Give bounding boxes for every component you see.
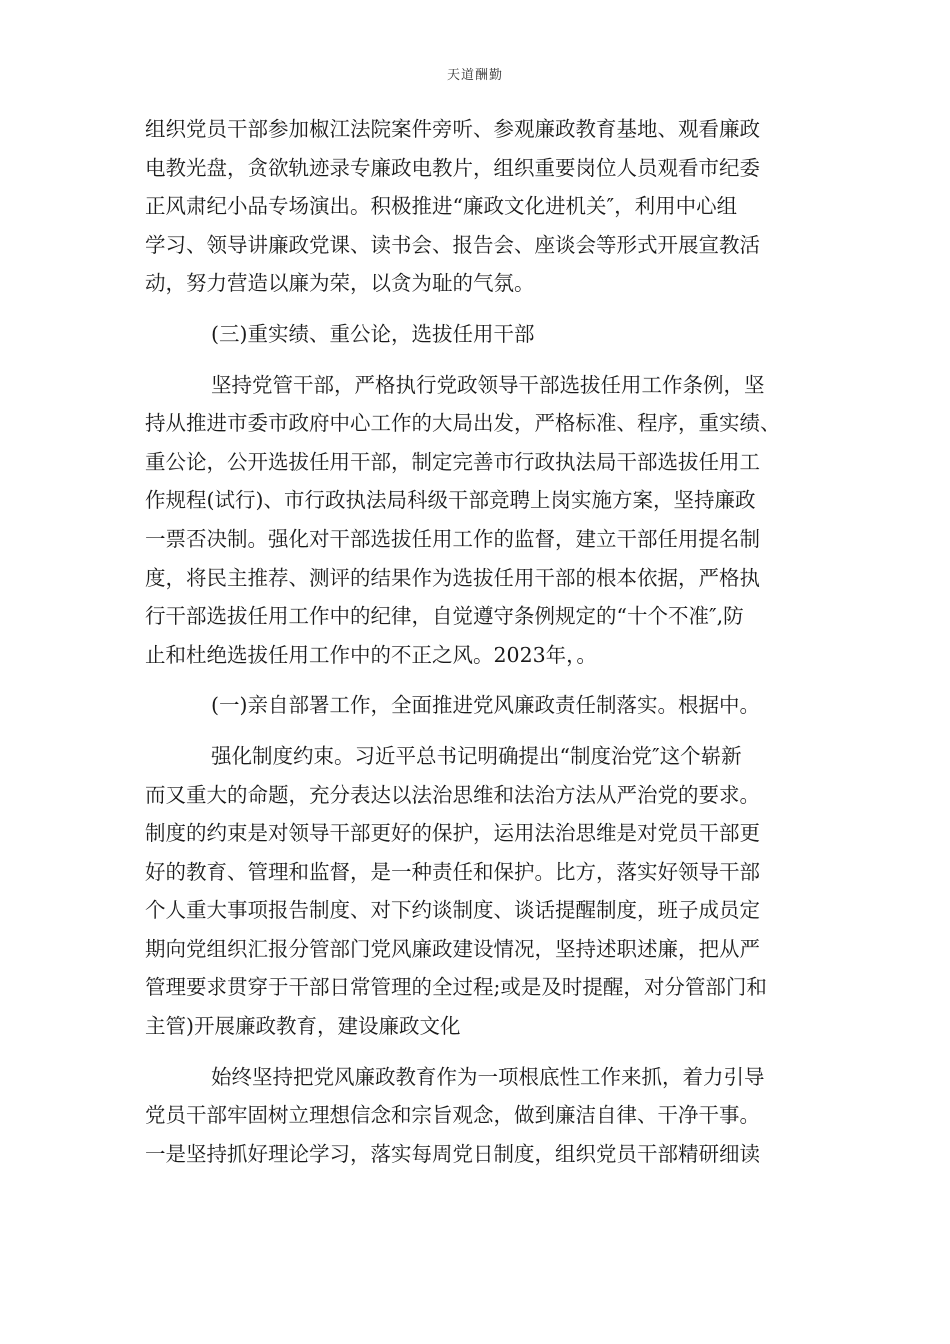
text-line: 管理要求贯穿于干部日常管理的全过程;或是及时提醒，对分管部门和	[145, 975, 767, 1000]
text-line: 一是坚持抓好理论学习，落实每周党日制度，组织党员干部精研细读	[145, 1141, 760, 1166]
text-line: 强化制度约束。习近平总书记明确提出“制度治党″这个崭新	[211, 743, 742, 768]
text-line: 行干部选拔任用工作中的纪律，自觉遵守条例规定的“十个不准″,防	[145, 604, 744, 629]
text-line: 学习、领导讲廉政党课、读书会、报告会、座谈会等形式开展宣教活	[145, 232, 760, 257]
text-line: 持从推进市委市政府中心工作的大局出发，严格标准、程序，重实绩、	[145, 411, 781, 436]
text-line: 制度的约束是对领导干部更好的保护，运用法治思维是对党员干部更	[145, 821, 760, 846]
text-line: 组织党员干部参加椒江法院案件旁听、参观廉政教育基地、观看廉政	[145, 117, 760, 141]
section-heading	[145, 315, 805, 354]
text-line: (一)亲自部署工作，全面推进党风廉政责任制落实。根据中。	[211, 693, 760, 718]
text-line: 正风肃纪小品专场演出。积极推进“廉政文化进机关″，利用中心组	[145, 194, 738, 219]
paragraph	[145, 366, 805, 675]
text-line: 重公论，公开选拔任用干部，制定完善市行政执法局干部选拔任用工	[145, 449, 760, 474]
text-line: 动，努力营造以廉为荣，以贪为耻的气氛。	[145, 271, 535, 296]
text-line: 好的教育、管理和监督，是一种责任和保护。比方，落实好领导干部	[145, 859, 760, 884]
text-line: 党员干部牢固树立理想信念和宗旨观念，做到廉洁自律、干净干事。	[145, 1103, 760, 1128]
text-line: 个人重大事项报告制度、对下约谈制度、谈话提醒制度，班子成员定	[145, 898, 760, 923]
paragraph	[145, 1058, 805, 1174]
paragraph	[145, 110, 805, 303]
text-line: 作规程(试行)、市行政执法局科级干部竞聘上岗实施方案，坚持廉政	[145, 488, 756, 513]
text-line: 一票否决制。强化对干部选拔任用工作的监督，建立干部任用提名制	[145, 526, 760, 551]
text-line: 始终坚持把党风廉政教育作为一项根底性工作来抓，着力引导	[211, 1064, 765, 1089]
text-line: 主管)开展廉政教育，建设廉政文化	[145, 1014, 461, 1039]
text-line: 坚持党管干部，严格执行党政领导干部选拔任用工作条例，坚	[211, 372, 765, 397]
text-line: 期向党组织汇报分管部门党风廉政建设情况，坚持述职述廉，把从严	[145, 936, 760, 961]
page-header: 天道酬勤	[446, 68, 503, 83]
paragraph	[145, 686, 805, 725]
text-line: 电教光盘，贪欲轨迹录专廉政电教片，组织重要岗位人员观看市纪委	[145, 155, 760, 180]
text-line: (三)重实绩、重公论，选拔任用干部	[211, 321, 535, 346]
text-line: 而又重大的命题，充分表达以法治思维和法治方法从严治党的要求。	[145, 782, 760, 807]
document-body	[145, 110, 805, 1173]
paragraph	[145, 737, 805, 1046]
text-line: 度，将民主推荐、测评的结果作为选拔任用干部的根本依据，严格执	[145, 565, 760, 590]
text-line: 止和杜绝选拔任用工作中的不正之风。2023年，。	[145, 642, 597, 667]
